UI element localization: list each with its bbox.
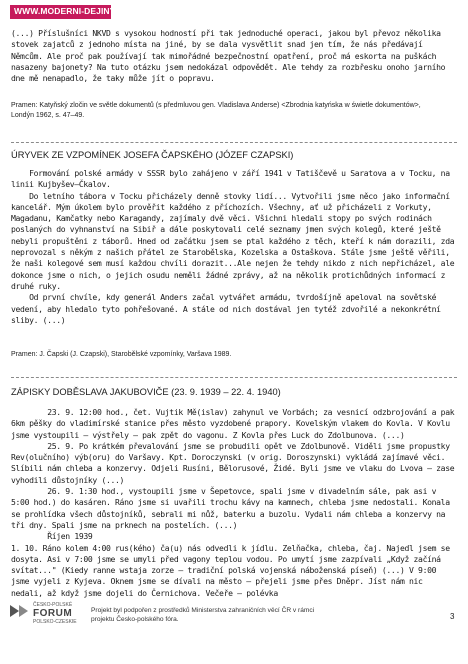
section-title-jakubovic: ZÁPISKY DOBĚSLAVA JAKUBOVIČE (23. 9. 1939 – 22. 4. 1940) bbox=[11, 387, 281, 397]
section-divider bbox=[11, 142, 457, 143]
forum-logo-icon bbox=[10, 605, 28, 617]
source-capski: Pramen: J. Čapski (J. Czapski), Starobělské vzpomínky, Varšava 1989. bbox=[11, 351, 232, 358]
section-title-capski: ÚRYVEK ZE VZPOMÍNEK JOSEFA ČAPSKÉHO (JÓZEF CZAPSKI) bbox=[11, 150, 294, 160]
diary-entry-26-9: 26. 9. 1:30 hod., vystoupili jsme v Šepetovce, spali jsme v divadelním sále, pak asi v 5:00 hod.) do kasáren. Ráno jsme si uvařili trochu kávy na kamnech, chleba jsme nedostali. Konala se prohlídka všech důstojníků, sebrali mi nůž, baterku a buzolu. Vydali nám chleba a konzervy na tři dny. Spali jsme na prknech na postelích. (...) bbox=[11, 486, 455, 530]
footer bbox=[10, 603, 460, 653]
site-header-tab bbox=[10, 5, 129, 19]
jakubovic-text bbox=[11, 407, 457, 599]
capski-paragraph-3: Od první chvíle, kdy generál Anders začal vytvářet armádu, tvrdošíjně apeloval na sovětské vedení, aby hledalo tyto pohřešované. A stále od nich dostával jen tytéž zdvořilé a nekonkrétní sliby. (...) bbox=[11, 292, 446, 325]
site-url: WWW.MODERNI-DEJINY.CZ bbox=[14, 6, 129, 16]
logo-wordmark: FORUM bbox=[33, 608, 73, 619]
forum-logo bbox=[10, 602, 77, 637]
diary-entry-23-9: 23. 9. 12:00 hod., čet. Vujtik Mě(islav) zahynul ve Vorbách; za vesnicí odzbrojování a pak 6km pěšky do vladimírské stanice přes město vyzdobené prapory. Kovelským vlakem do Kovla. V Kovlu jsme vystoupili – výstřely – pak zpět do vagonu. Z Kovla přes Luck do Zdolbunova. (...) bbox=[11, 407, 459, 440]
section-divider bbox=[11, 377, 457, 378]
logo-line-2: POLSKO-CZESKIE bbox=[33, 619, 77, 625]
page-number: 3 bbox=[450, 612, 455, 621]
funding-line-2: projektu Česko-polského fóra. bbox=[91, 616, 179, 623]
source-note-2 bbox=[11, 350, 457, 360]
continuation-paragraph: (...) Příslušníci NKVD s vysokou hodností při tak jednoduché operaci, jakou byl převoz několika stovek zajatců z jednoho místa na jiné, by se dala vysvětlit snad jen tím, že nás předávají Němcům. Ale proč pak používají tak mimořádné bezpečnostní opatření, proč má eskorta na puškách nasazeny bajonety? Na tuto otázku jsem nedokázal odpovědět. Ale tehdy za rozbřesku onoho jarního dne mě nenapadlo, že taky může jít o popravu. bbox=[11, 28, 450, 84]
source-note-1 bbox=[11, 101, 457, 121]
logo-line-1: ČESKO-POLSKÉ bbox=[33, 602, 73, 608]
funding-note bbox=[91, 606, 314, 624]
source-line-1: Pramen: Katyňský zločin ve světle dokumentů (s předmluvou gen. Vladislava Anderse) <Zbrodnia katyńska w świetle dokumentów>, bbox=[11, 102, 421, 109]
diary-entry-1-10: 1. 10. Ráno kolem 4:00 rus(kého) ča(u) nás odvedli k jídlu. Zelňačka, chleba, čaj. Najedl jsem se dosyta. Asi v 7:00 jsme se umyli před vagony teplou vodou. Po umytí jsme zazpívali „Když začíná svítat..." (Kiedy ranne wstaja zorze – tradiční polská vojenská náboženská píseň) (...) V 9:00 jsme vyjeli z Kyjeva. Oknem jsme se dívali na město – přejeli jsme přes Dněpr. Jíst nám nic nedali, až když jsme dojeli do Černichova. Večeře – polévka bbox=[11, 542, 455, 598]
capski-text bbox=[11, 168, 457, 326]
continuation-block bbox=[11, 28, 457, 84]
capski-paragraph-1: Formování polské armády v SSSR bylo zahájeno v září 1941 v Tatiščevě u Saratova a v Tocku, na linii Kujbyšev–Čkalov. bbox=[11, 168, 455, 190]
source-line-2: Londýn 1962, s. 47–49. bbox=[11, 112, 85, 119]
funding-line-1: Projekt byl podpořen z prostředků Ministerstva zahraničních věcí ČR v rámci bbox=[91, 607, 315, 614]
capski-paragraph-2: Do letního tábora v Tocku přicházely denně stovky lidí... Vytvořili jsme něco jako informační kancelář. Mým úkolem bylo prověřit každého z příchozích. Všechny, ať už přicházeli z Vorkuty, Magadanu, Kamčatky nebo Karagandy, zajímaly dvě věci. Všichni hledali stopy po svých rodinách poslaných do vyhnanství na Sibiř a dále poskytovali celé seznamy jmen svých kolegů, které ještě nebyli propuštěni z táborů. Hned od začátku jsem se ptal každého z těch, kteří k nám dorazili, zda neprovozal s někým z našich přátel ze Starobělska, Kozelska a Ostaškova. Stále jsme ještě věřili, že naši kolegové sem musí každou chvíli dorazit...Ale nejen že tehdy nikdo z nich nepřicházel, ale dokonce jsme o nich, o jejich osudu neměli žádné zprávy, až na několik protichůdných informací z druhé ruky. bbox=[11, 190, 459, 291]
diary-entry-25-9: 25. 9. Po krátkém převalování jsme se probudili opět ve Zdolbunově. Viděli jsme propustky Rev(olučního) výb(oru) do Varšavy. Kpt. Doroczynski (v orig. Doroszynski) vykládá zajímavé věci. Slíbili nám chleba a konzervy. Odjeli Rusíni, Bělorusové, Židé. Byli jsme ve vlaku do Lvova – zase vyhodili důstojníky (...) bbox=[11, 440, 459, 485]
diary-month-heading: Říjen 1939 bbox=[11, 531, 93, 542]
